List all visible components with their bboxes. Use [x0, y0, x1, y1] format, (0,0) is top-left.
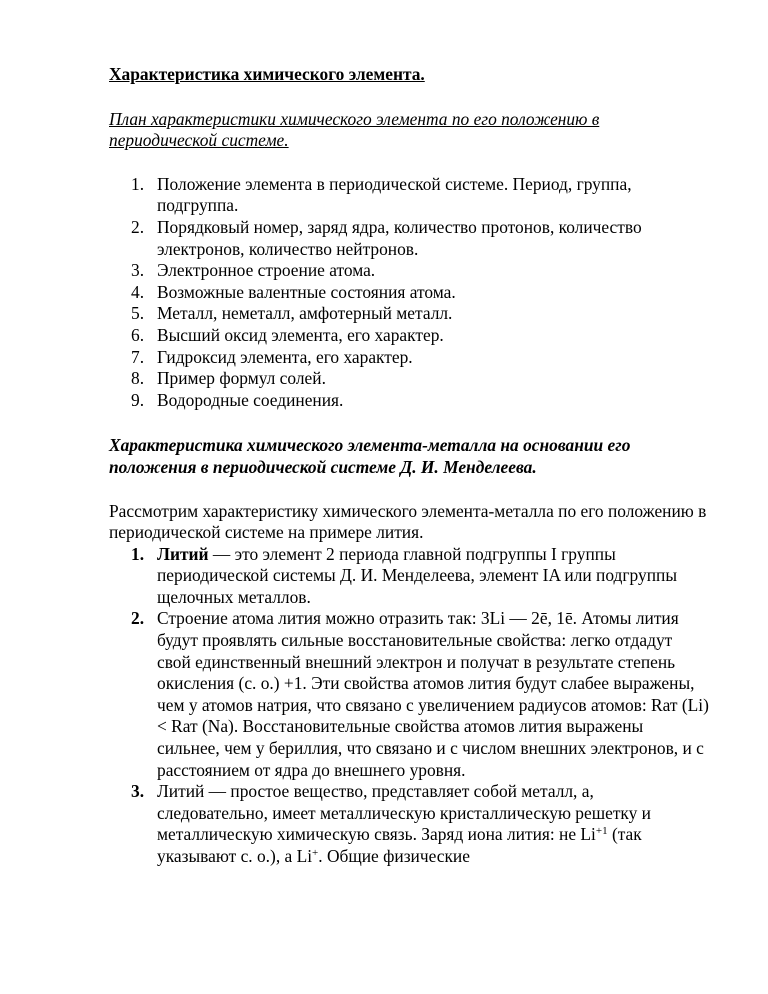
plan-list: [109, 174, 709, 412]
plan-item-number: 4.: [131, 281, 145, 302]
lithium-item-text: . Общие физические: [318, 846, 470, 866]
plan-item-text: Положение элемента в периодической системе. Период, группа, подгруппа.: [157, 173, 632, 216]
plan-title: План характеристики химического элемента по его положению в периодической системе.: [109, 108, 600, 151]
lithium-item: [109, 781, 709, 867]
lithium-term: Литий: [157, 543, 209, 564]
plan-item-number: 6.: [131, 324, 145, 345]
plan-item: [109, 217, 709, 260]
plan-item: [109, 260, 709, 282]
plan-item-number: 8.: [131, 368, 145, 389]
plan-item-text: Высший оксид элемента, его характер.: [157, 324, 444, 345]
plan-item-number: 9.: [131, 389, 145, 410]
metal-section-title: Характеристика химического элемента-металла на основании его положения в периодической системе Д. И. Менделеева.: [109, 435, 631, 477]
plan-item-text: Металл, неметалл, амфотерный металл.: [157, 303, 453, 324]
superscript-charge: +: [312, 847, 319, 859]
plan-item: [109, 174, 709, 217]
plan-item: [109, 368, 709, 390]
intro-paragraph: Рассмотрим характеристику химического элемента-металла по его положению в периодической системе на примере лития.: [109, 500, 707, 543]
plan-item: [109, 390, 709, 412]
plan-item: [109, 347, 709, 369]
document-heading: Характеристика химического элемента.: [109, 64, 425, 84]
lithium-item-text: — это элемент 2 периода главной подгруппы I группы периодической системы Д. И. Менделеева, элемент IA или подгруппы щелочных металлов.: [157, 543, 678, 607]
superscript-charge: +1: [595, 825, 608, 838]
lithium-item-text: (так указывают с. о.), а Li: [157, 824, 642, 866]
plan-item-number: 3.: [131, 260, 145, 281]
plan-item-text: Порядковый номер, заряд ядра, количество протонов, количество электронов, количество нейтронов.: [157, 216, 642, 259]
plan-item: [109, 282, 709, 304]
lithium-item-text: Строение атома лития можно отразить так: 3Li — 2ē, 1ē. Атомы лития будут проявлять сильные восстановительные свойства: легко отдадут свой единственный внешний электрон и получат в результате степень окисления (с. о.) +1. Эти свойства атомов лития будут слабее выражены, чем у атомов натрия, что связано с увеличением радиусов атомов: Rат (Li) < Rат (Na). Восстановительные свойства атомов лития выражены сильнее, чем у бериллия, что связано и с числом внешних электронов, и с расстоянием от ядра до внешнего уровня.: [157, 608, 709, 780]
lithium-item: [109, 544, 709, 609]
plan-item-text: Гидроксид элемента, его характер.: [157, 346, 413, 367]
document-content: [109, 64, 709, 868]
lithium-item-number: 1.: [131, 543, 145, 564]
plan-item-text: Пример формул солей.: [157, 368, 326, 389]
plan-item-number: 5.: [131, 303, 145, 324]
plan-item: [109, 303, 709, 325]
plan-item-number: 7.: [131, 346, 145, 367]
lithium-item-number: 3.: [131, 781, 145, 802]
plan-item-text: Электронное строение атома.: [157, 260, 376, 281]
plan-item-text: Возможные валентные состояния атома.: [157, 281, 456, 302]
lithium-item: [109, 608, 709, 781]
lithium-item-text: Литий — простое вещество, представляет собой металл, а, следовательно, имеет металлическую кристаллическую решетку и металлическую химическую связь. Заряд иона лития: не Li: [157, 781, 651, 845]
plan-item-number: 1.: [131, 173, 145, 194]
lithium-item-number: 2.: [131, 608, 145, 629]
lithium-list: [109, 544, 709, 868]
plan-item: [109, 325, 709, 347]
plan-item-number: 2.: [131, 216, 145, 237]
plan-item-text: Водородные соединения.: [157, 389, 344, 410]
